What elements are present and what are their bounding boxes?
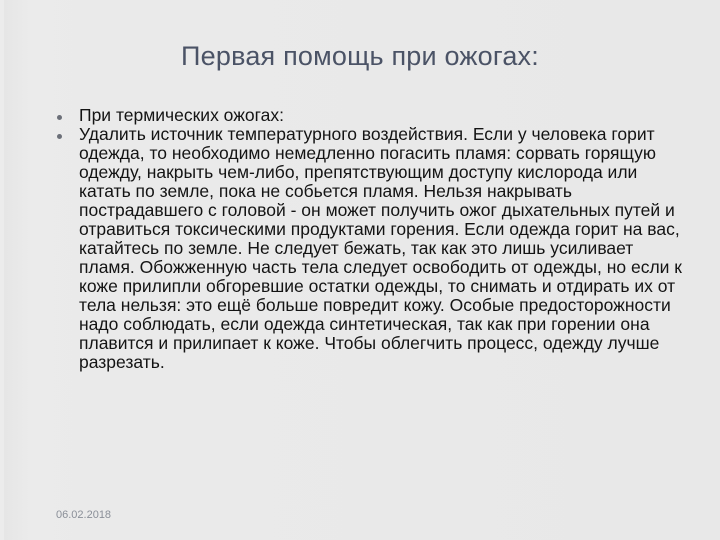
slide-left-edge [0,0,4,540]
bullet-item-thermal-burns [57,106,693,125]
bullet-dot-icon [57,134,62,139]
slide-date: 06.02.2018 [56,509,112,521]
slide-content [57,106,693,372]
bullet-dot-icon [57,115,62,120]
bullet-item-instructions [57,125,693,372]
bullet-text: Удалить источник температурного воздействия. Если у человека горит одежда, то необходимо немедленно погасить пламя: сорвать горящую одежду, накрыть чем-либо, препятствующим доступу кислорода или катать по земле, пока не собьется пламя. Нельзя накрывать пострадавшего с головой - он может получить ожог дыхательных путей и отравиться токсическими продуктами горения. Если одежда горит на вас, катайтесь по земле. Не следует бежать, так как это лишь усиливает пламя. Обожженную часть тела следует освободить от одежды, но если к коже прилипли обгоревшие остатки одежды, то снимать и отдирать их от тела нельзя: это ещё больше повредит кожу. Особые предосторожности надо соблюдать, если одежда синтетическая, так как при горении она плавится и прилипает к коже. Чтобы облегчить процесс, одежду лучше разрезать. [79,124,682,372]
bullet-text: При термических ожогах: [79,105,285,125]
slide-title: Первая помощь при ожогах: [181,41,539,71]
